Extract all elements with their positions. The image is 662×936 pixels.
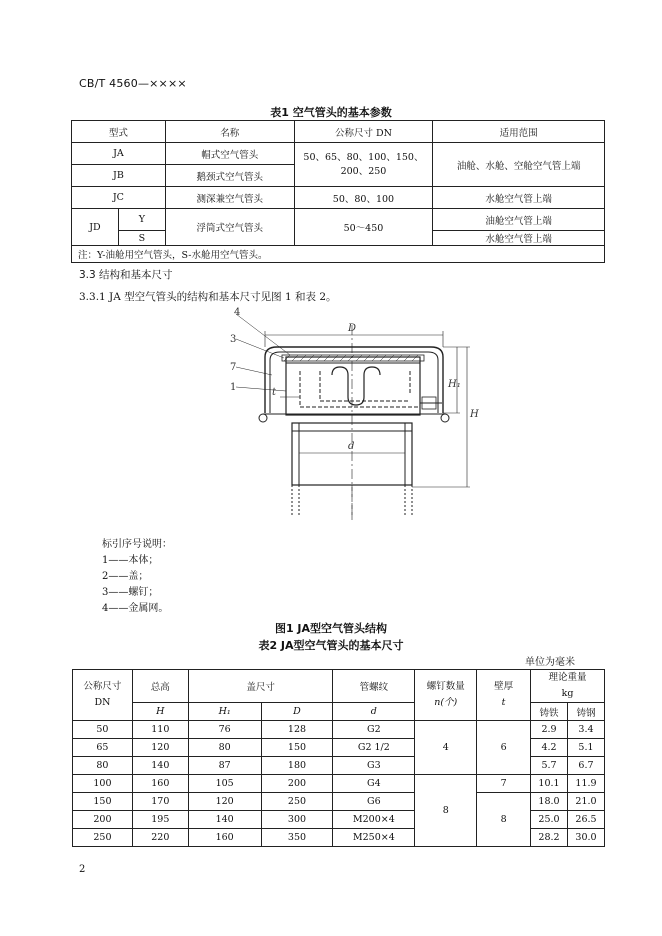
cell-iron: 10.1 xyxy=(531,775,568,793)
cell-D: 180 xyxy=(261,757,333,775)
t1-jc-dn: 50、80、100 xyxy=(294,187,433,209)
cell-h1: 105 xyxy=(188,775,261,793)
t1-jd-scope-y: 油舱空气管上端 xyxy=(433,209,605,231)
t2-header-thread: 管螺纹 xyxy=(333,670,415,703)
t1-jd-name: 浮筒式空气管头 xyxy=(165,209,294,246)
legend-item: 2——盖； xyxy=(102,571,149,582)
cell-dn: 100 xyxy=(73,775,133,793)
section-paragraph: 3.3.1 JA 型空气管头的结构和基本尺寸见图 1 和表 2。 xyxy=(79,291,337,303)
cell-h: 160 xyxy=(132,775,188,793)
fig-label-H1: H₁ xyxy=(448,379,461,390)
cell-steel: 21.0 xyxy=(567,793,604,811)
t2-header-cover: 盖尺寸 xyxy=(188,670,333,703)
cell-h: 110 xyxy=(132,721,188,739)
t1-note: 注：Y-油舱用空气管头，S-水舱用空气管头。 xyxy=(72,246,605,263)
fig-label-d: d xyxy=(348,441,355,452)
t2-header-steel: 铸钢 xyxy=(567,703,604,721)
t1-jd-type: JD xyxy=(72,209,119,246)
cell-t: 6 xyxy=(477,721,531,775)
t2-sym-H1: H₁ xyxy=(188,703,261,721)
t1-jab-dn: 50、65、80、100、150、200、250 xyxy=(294,143,433,187)
legend-title: 标引序号说明： xyxy=(102,539,172,550)
cell-iron: 28.2 xyxy=(531,829,568,847)
cell-d: M250×4 xyxy=(333,829,415,847)
fig-label-H: H xyxy=(470,409,479,420)
table1 xyxy=(71,120,605,263)
t1-header-name: 名称 xyxy=(165,121,294,143)
table2-title: 表2 JA型空气管头的基本尺寸 xyxy=(258,639,404,652)
t1-jd-sub-y: Y xyxy=(118,209,165,231)
cell-dn: 50 xyxy=(73,721,133,739)
cell-iron: 2.9 xyxy=(531,721,568,739)
t1-jc-scope: 水舱空气管上端 xyxy=(433,187,605,209)
cell-steel: 6.7 xyxy=(567,757,604,775)
t2-header-screws: 螺钉数量 n(个) xyxy=(415,670,477,721)
t1-jd-scope-s: 水舱空气管上端 xyxy=(433,231,605,246)
cell-D: 250 xyxy=(261,793,333,811)
cell-iron: 4.2 xyxy=(531,739,568,757)
figure1-drawing xyxy=(220,305,490,525)
t2-sym-d: d xyxy=(333,703,415,721)
cell-h: 220 xyxy=(132,829,188,847)
page-number: 2 xyxy=(79,864,86,875)
cell-D: 200 xyxy=(261,775,333,793)
fig-label-t: t xyxy=(272,387,277,398)
cell-t: 7 xyxy=(477,775,531,793)
cell-d: M200×4 xyxy=(333,811,415,829)
document-code: CB/T 4560—×××× xyxy=(79,77,187,90)
t1-jb-name: 鹅颈式空气管头 xyxy=(165,165,294,187)
legend-item: 4——金属网。 xyxy=(102,603,169,614)
cell-h1: 80 xyxy=(188,739,261,757)
table2-unit: 单位为毫米 xyxy=(525,657,575,668)
cell-steel: 3.4 xyxy=(567,721,604,739)
cell-D: 350 xyxy=(261,829,333,847)
cell-n: 4 xyxy=(415,721,477,775)
table-row xyxy=(73,721,605,739)
t1-jd-sub-s: S xyxy=(118,231,165,246)
cell-h: 195 xyxy=(132,811,188,829)
t1-jab-scope: 油舱、水舱、空舱空气管上端 xyxy=(433,143,605,187)
t1-jc-type: JC xyxy=(72,187,166,209)
figure-legend xyxy=(102,537,172,617)
cell-dn: 80 xyxy=(73,757,133,775)
t2-header-h: 总高 xyxy=(132,670,188,703)
cell-iron: 18.0 xyxy=(531,793,568,811)
t2-header-dn: 公称尺寸 DN xyxy=(73,670,133,721)
cell-dn: 150 xyxy=(73,793,133,811)
cell-dn: 65 xyxy=(73,739,133,757)
cell-D: 150 xyxy=(261,739,333,757)
cell-h: 140 xyxy=(132,757,188,775)
figure1-caption: 图1 JA型空气管头结构 xyxy=(274,622,388,635)
cell-d: G3 xyxy=(333,757,415,775)
fig-label-7: 7 xyxy=(230,362,237,373)
cell-h1: 160 xyxy=(188,829,261,847)
table-row xyxy=(73,775,605,793)
fig-label-D: D xyxy=(348,323,357,334)
fig-label-4: 4 xyxy=(234,307,241,318)
cell-h1: 140 xyxy=(188,811,261,829)
t1-jb-type: JB xyxy=(72,165,166,187)
cell-dn: 200 xyxy=(73,811,133,829)
t2-sym-D: D xyxy=(261,703,333,721)
t1-ja-type: JA xyxy=(72,143,166,165)
table2 xyxy=(72,669,605,847)
cell-d: G4 xyxy=(333,775,415,793)
t2-header-iron: 铸铁 xyxy=(531,703,568,721)
legend-item: 3——螺钉； xyxy=(102,587,159,598)
t1-jc-name: 测深兼空气管头 xyxy=(165,187,294,209)
cell-h: 120 xyxy=(132,739,188,757)
cell-steel: 30.0 xyxy=(567,829,604,847)
cell-iron: 25.0 xyxy=(531,811,568,829)
cell-D: 128 xyxy=(261,721,333,739)
table1-title: 表1 空气管头的基本参数 xyxy=(270,106,392,119)
cell-D: 300 xyxy=(261,811,333,829)
cell-steel: 11.9 xyxy=(567,775,604,793)
cell-h1: 120 xyxy=(188,793,261,811)
fig-label-1: 1 xyxy=(230,382,237,393)
t2-header-weight: 理论重量 kg xyxy=(531,670,605,703)
table-row xyxy=(73,793,605,811)
cell-steel: 26.5 xyxy=(567,811,604,829)
cell-h1: 87 xyxy=(188,757,261,775)
cell-dn: 250 xyxy=(73,829,133,847)
t1-header-dn: 公称尺寸 DN xyxy=(294,121,433,143)
legend-item: 1——本体； xyxy=(102,555,159,566)
cell-h1: 76 xyxy=(188,721,261,739)
cell-iron: 5.7 xyxy=(531,757,568,775)
fig-label-3: 3 xyxy=(230,334,237,345)
cell-d: G2 xyxy=(333,721,415,739)
cell-h: 170 xyxy=(132,793,188,811)
t1-header-scope: 适用范围 xyxy=(433,121,605,143)
cell-n: 8 xyxy=(415,775,477,847)
t1-jd-dn: 50～450 xyxy=(294,209,433,246)
t2-sym-H: H xyxy=(132,703,188,721)
cell-steel: 5.1 xyxy=(567,739,604,757)
t1-header-type: 型式 xyxy=(72,121,166,143)
cell-t: 8 xyxy=(477,793,531,847)
cell-d: G2 1/2 xyxy=(333,739,415,757)
t2-header-wall: 壁厚 t xyxy=(477,670,531,721)
section-title: 3.3 结构和基本尺寸 xyxy=(79,269,173,281)
cell-d: G6 xyxy=(333,793,415,811)
t1-ja-name: 帽式空气管头 xyxy=(165,143,294,165)
